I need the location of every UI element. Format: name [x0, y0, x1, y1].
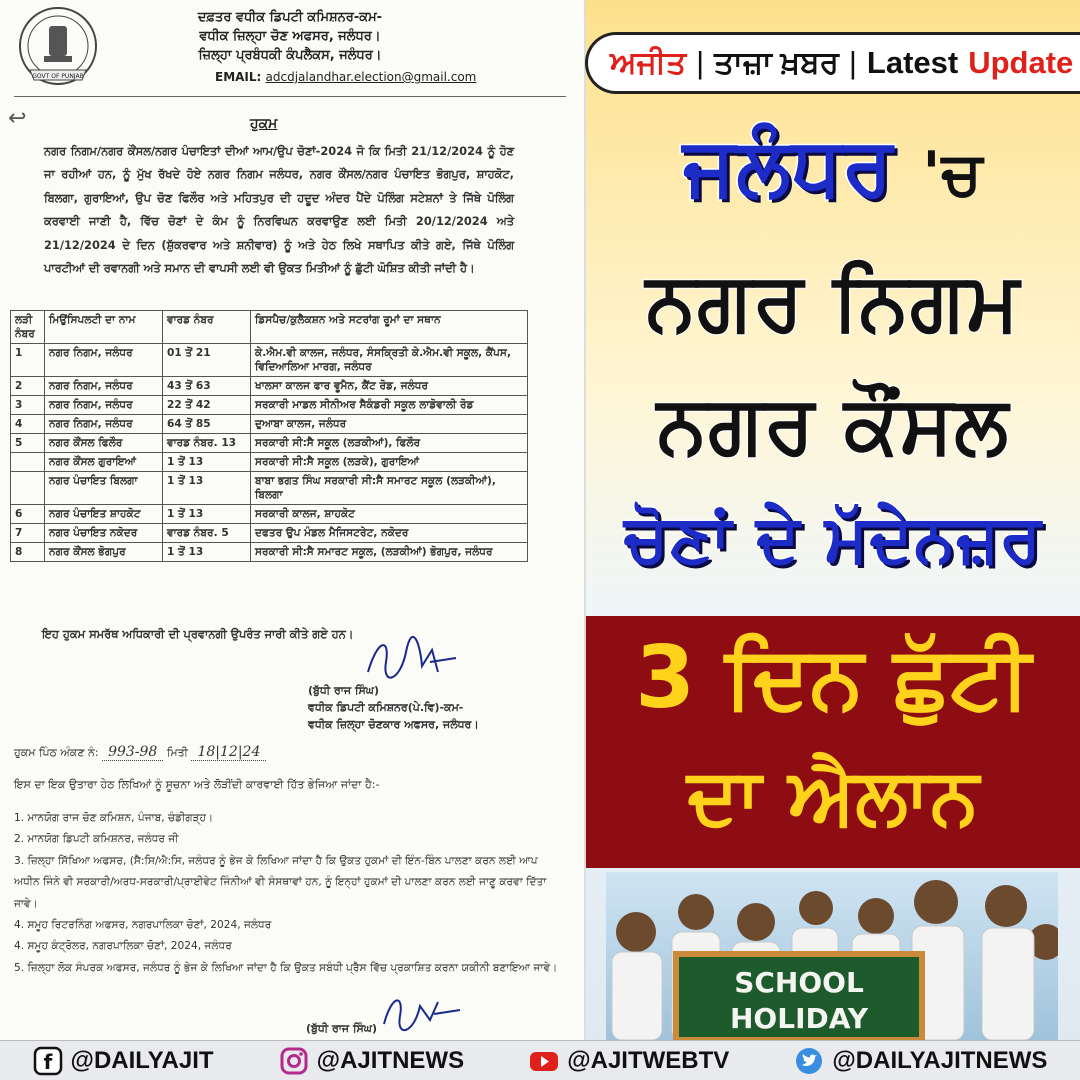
list-item: 3. ਜ਼ਿਲ੍ਹਾ ਸਿੱਖਿਆ ਅਫਸਰ, (ਸੈ:ਸਿ/ਐ:ਸਿ, ਜਲੰਧਰ ਨੂੰ ਭੇਜ ਕੇ ਲਿਖਿਆ ਜਾਂਦਾ ਹੈ ਕਿ ਉਕਤ ਹੁਕਮਾਂ ਦੀ ਇੰਨ-ਬਿੰਨ ਪਾਲਣਾ ਕਰਨ ਲਈ ਆਪ ਅਧੀਨ ਜਿੰਨੇ ਵੀ ਸਰਕਾਰੀ/ਅਰਧ-ਸਰਕਾਰੀ/ਪ੍ਰਾਈਵੇਟ ਜਿੰਨੀਆਂ ਵੀ ਸੰਸਥਾਵਾਂ ਹਨ, ਨੂੰ ਇਨ੍ਹਾਂ ਹੁਕਮਾਂ ਦੀ ਪਾਲਣਾ ਕਰਨ ਲਈ ਜਾਣੂ ਕਰਵਾ ਦਿੱਤਾ ਜਾਵੇ।: [14, 854, 547, 910]
ref-number: 993-98: [102, 744, 163, 761]
endorsement-reference: [14, 744, 266, 760]
email-label: EMAIL:: [215, 70, 262, 84]
headline-city-name: ਜਲੰਧਰ: [683, 120, 894, 213]
cell-location: ਖਾਲਸਾ ਕਾਲਜ ਫਾਰ ਵੂਮੈਨ, ਕੈਂਟ ਰੋਡ, ਜਲੰਧਰ: [251, 377, 528, 396]
social-footer: [0, 1040, 1080, 1080]
twitter-icon: [794, 1046, 824, 1076]
emblem-caption: GOVT OF PUNJAB: [32, 73, 84, 80]
cell-serial: 8: [11, 543, 45, 562]
cell-serial: [11, 453, 45, 472]
office-line: ਦਫ਼ਤਰ ਵਧੀਕ ਡਿਪਟੀ ਕਮਿਸ਼ਨਰ-ਕਮ-: [197, 10, 383, 25]
headline-city-suffix: 'ਚ: [922, 139, 983, 209]
signatory-designation: ਵਧੀਕ ਜ਼ਿਲ੍ਹਾ ਚੋਣਕਾਰ ਅਫਸਰ, ਜਲੰਧਰ।: [308, 718, 479, 731]
announcement-line-2: ਦਾ ਐਲਾਨ: [687, 752, 979, 842]
cell-serial: 1: [11, 344, 45, 377]
separator: |: [848, 45, 857, 80]
ref-date-label: ਮਿਤੀ: [166, 746, 188, 759]
cell-ward: 64 ਤੋਂ 85: [163, 415, 251, 434]
list-item: 2. ਮਾਨਯੋਗ ਡਿਪਟੀ ਕਮਿਸ਼ਨਰ, ਜਲੰਧਰ ਜੀ: [14, 833, 179, 846]
cell-serial: [11, 472, 45, 505]
list-item: 1. ਮਾਨਯੋਗ ਰਾਜ ਚੋਣ ਕਮਿਸ਼ਨ, ਪੰਜਾਬ, ਚੰਡੀਗੜ੍ਹ।: [14, 812, 214, 824]
board-line-2: HOLIDAY: [729, 1002, 869, 1035]
cell-serial: 3: [11, 396, 45, 415]
table-row: [11, 396, 528, 415]
cell-ward: 22 ਤੋਂ 42: [163, 396, 251, 415]
table-row: [11, 344, 528, 377]
instagram-link[interactable]: [279, 1046, 464, 1076]
separator: |: [696, 45, 705, 80]
cell-ward: 1 ਤੋਂ 13: [163, 543, 251, 562]
cell-municipality: ਨਗਰ ਨਿਗਮ, ਜਲੰਧਰ: [45, 415, 163, 434]
cell-location: ਸਰਕਾਰੀ ਸੀ:ਸੈ ਸਕੂਲ (ਲੜਕੀਆਂ), ਫਿਲੌਰ: [251, 434, 528, 453]
col-ward: ਵਾਰਡ ਨੰਬਰ: [163, 311, 251, 344]
brand-tag: ਤਾਜ਼ਾ ਖ਼ਬਰ: [714, 44, 839, 80]
headline-city: [586, 120, 1080, 214]
table-row: [11, 524, 528, 543]
strong-room-table: [10, 310, 528, 562]
list-item: 4. ਸਮੂਹ ਰਿਟਰਨਿੰਗ ਅਫਸਰ, ਨਗਰਪਾਲਿਕਾ ਚੋਣਾਂ, 2024, ਜਲੰਧਰ: [14, 919, 272, 932]
office-line: ਵਧੀਕ ਜ਼ਿਲ੍ਹਾ ਚੋਣ ਅਫਸਰ, ਜਲੰਧਰ।: [199, 29, 381, 44]
cell-location: ਸਰਕਾਰੀ ਸੀ:ਸੈ ਸਕੂਲ (ਲੜਕੇ), ਗੁਰਾਇਆਂ: [251, 453, 528, 472]
list-item: 5. ਜ਼ਿਲ੍ਹਾ ਲੋਕ ਸੰਪਰਕ ਅਫਸਰ, ਜਲੰਧਰ ਨੂੰ ਭੇਜ ਕੇ ਲਿਖਿਆ ਜਾਂਦਾ ਹੈ ਕਿ ਉਕਤ ਸਬੰਧੀ ਪ੍ਰੈਸ ਵਿੱਚ ਪ੍ਰਕਾਸ਼ਿਤ ਕਰਨਾ ਯਕੀਨੀ ਬਣਾਇਆ ਜਾਵੇ।: [14, 961, 558, 974]
ref-date: 18|12|24: [191, 744, 266, 761]
header-divider: [14, 96, 566, 97]
cell-ward: ਵਾਰਡ ਨੰਬਰ. 13: [163, 434, 251, 453]
cell-municipality: ਨਗਰ ਪੰਚਾਇਤ ਨਕੋਦਰ: [45, 524, 163, 543]
list-item: 4. ਸਮੂਹ ਕੰਟ੍ਰੋਲਰ, ਨਗਰਪਾਲਿਕਾ ਚੋਣਾਂ, 2024, ਜਲੰਧਰ: [14, 940, 232, 953]
cell-ward: 1 ਤੋਂ 13: [163, 453, 251, 472]
office-email: [215, 70, 476, 84]
youtube-link[interactable]: [529, 1046, 729, 1076]
table-row: [11, 472, 528, 505]
table-row: [11, 453, 528, 472]
instagram-icon: [279, 1046, 309, 1076]
cell-ward: ਵਾਰਡ ਨੰਬਰ. 5: [163, 524, 251, 543]
cell-serial: 2: [11, 377, 45, 396]
table-row: [11, 415, 528, 434]
youtube-icon: [529, 1046, 559, 1076]
youtube-handle: @AJITWEBTV: [567, 1046, 730, 1074]
cell-location: ਬਾਬਾ ਭਗਤ ਸਿੰਘ ਸਰਕਾਰੀ ਸੀ:ਸੈ ਸਮਾਰਟ ਸਕੂਲ (ਲੜਕੀਆਂ), ਬਿਲਗਾ: [251, 472, 528, 505]
email-address: adcdjalandhar.election@gmail.com: [265, 70, 477, 84]
col-location: ਡਿਸਪੈਚ/ਕੁਲੈਕਸ਼ਨ ਅਤੇ ਸਟਰਾਂਗ ਰੂਮਾਂ ਦਾ ਸਥਾਨ: [251, 311, 528, 344]
cell-serial: 7: [11, 524, 45, 543]
order-closing-line: ਇਹ ਹੁਕਮ ਸਮਰੱਥ ਅਧਿਕਾਰੀ ਦੀ ਪ੍ਰਵਾਨਗੀ ਉਪਰੰਤ ਜਾਰੀ ਕੀਤੇ ਗਏ ਹਨ।: [42, 627, 354, 641]
facebook-icon: [33, 1046, 63, 1076]
copy-intro: ਇਸ ਦਾ ਇਕ ਉਤਾਰਾ ਹੇਠ ਲਿਖਿਆਂ ਨੂੰ ਸੂਚਨਾ ਅਤੇ ਲੋੜੀਂਦੀ ਕਾਰਵਾਈ ਹਿੱਤ ਭੇਜਿਆ ਜਾਂਦਾ ਹੈ:-: [14, 778, 380, 791]
cell-municipality: ਨਗਰ ਪੰਚਾਇਤ ਸ਼ਾਹਕੋਟ: [45, 505, 163, 524]
signature-icon: [378, 990, 468, 1040]
cell-municipality: ਨਗਰ ਨਿਗਮ, ਜਲੰਧਰ: [45, 344, 163, 377]
table-header-row: [11, 311, 528, 344]
cell-ward: 1 ਤੋਂ 13: [163, 505, 251, 524]
cell-location: ਦਫਤਰ ਉਪ ਮੰਡਲ ਮੈਜਿਸਟਰੇਟ, ਨਕੋਦਰ: [251, 524, 528, 543]
cell-municipality: ਨਗਰ ਕੌਂਸਲ ਭੋਗਪੁਰ: [45, 543, 163, 562]
table-row: [11, 377, 528, 396]
instagram-handle: @AJITNEWS: [316, 1046, 465, 1074]
cell-location: ਸਰਕਾਰੀ ਸੀ:ਸੈ ਸਮਾਰਟ ਸਕੂਲ, (ਲੜਕੀਆਂ) ਭੋਗਪੁਰ, ਜਲੰਧਰ: [251, 543, 528, 562]
cell-municipality: ਨਗਰ ਕੌਂਸਲ ਫਿਲੌਰ: [45, 434, 163, 453]
latest-label: Latest: [866, 45, 959, 80]
twitter-link[interactable]: [794, 1046, 1047, 1076]
cell-municipality: ਨਗਰ ਨਿਗਮ, ਜਲੰਧਰ: [45, 396, 163, 415]
twitter-handle: @DAILYAJITNEWS: [832, 1046, 1048, 1074]
table-body: [11, 344, 528, 562]
table-row: [11, 543, 528, 562]
brand-bar: [585, 32, 1080, 94]
cell-serial: 4: [11, 415, 45, 434]
office-line: ਜ਼ਿਲ੍ਹਾ ਪ੍ਰਬੰਧਕੀ ਕੰਪਲੈਕਸ, ਜਲੰਧਰ।: [198, 48, 382, 63]
col-serial: ਲੜੀ ਨੰਬਰ: [11, 311, 45, 344]
update-label: Update: [968, 45, 1074, 80]
table-row: [11, 505, 528, 524]
cell-location: ਸਰਕਾਰੀ ਮਾਡਲ ਸੀਨੀਅਰ ਸੈਕੰਡਰੀ ਸਕੂਲ ਲਾਡੋਵਾਲੀ ਰੋਡ: [251, 396, 528, 415]
cell-serial: 6: [11, 505, 45, 524]
ref-label: ਹੁਕਮ ਪਿੰਠ ਅੰਕਣ ਨੰ:: [14, 746, 99, 759]
facebook-handle: @DAILYAJIT: [70, 1046, 214, 1074]
return-arrow-icon: ↩: [8, 106, 27, 131]
headline-line-3: ਨਗਰ ਕੌਂਸਲ: [656, 378, 1010, 471]
cell-municipality: ਨਗਰ ਪੰਚਾਇਤ ਬਿਲਗਾ: [45, 472, 163, 505]
school-holiday-photo: [606, 872, 1058, 1040]
cell-location: ਕੇ.ਐਮ.ਵੀ ਕਾਲਜ, ਜਲੰਧਰ, ਸੰਸਕ੍ਰਿਤੀ ਕੇ.ਐਮ.ਵੀ ਸਕੂਲ, ਕੈਂਪਸ, ਵਿਦਿਆਲਿਆ ਮਾਰਗ, ਜਲੰਧਰ: [251, 344, 528, 377]
cell-location: ਸਰਕਾਰੀ ਕਾਲਜ, ਸ਼ਾਹਕੋਟ: [251, 505, 528, 524]
punjab-govt-emblem-icon: [16, 4, 100, 94]
announcement-line-1: 3 ਦਿਨ ਛੁੱਟੀ: [635, 628, 1031, 728]
cell-location: ਦੁਆਬਾ ਕਾਲਜ, ਜਲੰਧਰ: [251, 415, 528, 434]
cell-ward: 01 ਤੋਂ 21: [163, 344, 251, 377]
signatory-name: (ਬੁੱਧੀ ਰਾਜ ਸਿੰਘ): [306, 1022, 378, 1035]
svg-text:f: f: [43, 1049, 52, 1074]
headline-line-2: ਨਗਰ ਨਿਗਮ: [645, 255, 1021, 348]
cell-serial: 5: [11, 434, 45, 453]
office-header: [110, 8, 470, 65]
copy-recipient-list: [14, 808, 564, 979]
cell-municipality: ਨਗਰ ਕੌਂਸਲ ਗੁਰਾਇਆਂ: [45, 453, 163, 472]
table-row: [11, 434, 528, 453]
order-title: ਹੁਕਮ: [250, 116, 278, 132]
facebook-link[interactable]: [33, 1046, 214, 1076]
order-intro-paragraph: ਨਗਰ ਨਿਗਮ/ਨਗਰ ਕੌਂਸਲ/ਨਗਰ ਪੰਚਾਇਤਾਂ ਦੀਆਂ ਆਮ/ਉਪ ਚੋਣਾਂ-2024 ਜੋ ਕਿ ਮਿਤੀ 21/12/2024 ਨੂੰ ਹੋਣ ਜਾ ਰਹੀਆਂ ਹਨ, ਨੂੰ ਮੁੱਖ ਰੱਖਦੇ ਹੋਏ ਨਗਰ ਨਿਗਮ ਜਲੰਧਰ, ਨਗਰ ਕੌਂਸਲ/ਨਗਰ ਪੰਚਾਇਤ ਭੋਗਪੁਰ, ਸ਼ਾਹਕੋਟ, ਬਿਲਗਾ, ਗੁਰਾਇਆਂ, ਉਪ ਚੋਣ ਫਿਲੌਰ ਅਤੇ ਮਹਿਤਪੁਰ ਦੀ ਹਦੂਦ ਅੰਦਰ ਪੈਂਦੇ ਪੋਲਿੰਗ ਸਟੇਸ਼ਨਾਂ ਤੇ ਜਿੱਥੇ ਪੋਲਿੰਗ ਕਰਵਾਈ ਜਾਣੀ ਹੈ, ਵਿੱਚ ਚੋਣਾਂ ਦੇ ਕੰਮ ਨੂੰ ਨਿਰਵਿਘਨ ਕਰਵਾਉਣ ਲਈ ਮਿਤੀ 20/12/2024 ਅਤੇ 21/12/2024 ਦੇ ਦਿਨ (ਸ਼ੁੱਕਰਵਾਰ ਅਤੇ ਸ਼ਨੀਵਾਰ) ਨੂੰ ਅਤੇ ਹੇਠ ਲਿਖੇ ਸਥਾਪਿਤ ਕੀਤੇ ਗਏ, ਜਿੱਥੇ ਪੋਲਿੰਗ ਪਾਰਟੀਆਂ ਦੀ ਰਵਾਨਗੀ ਅਤੇ ਸਮਾਨ ਦੀ ਵਾਪਸੀ ਲਈ ਵੀ ਉਕਤ ਮਿਤੀਆਂ ਨੂੰ ਛੁੱਟੀ ਘੋਸ਼ਿਤ ਕੀਤੀ ਜਾਂਦੀ ਹੈ।: [44, 144, 514, 276]
cell-municipality: ਨਗਰ ਨਿਗਮ, ਜਲੰਧਰ: [45, 377, 163, 396]
cell-ward: 43 ਤੋਂ 63: [163, 377, 251, 396]
signatory-block: [308, 682, 479, 733]
cell-ward: 1 ਤੋਂ 13: [163, 472, 251, 505]
signatory-designation: ਵਧੀਕ ਡਿਪਟੀ ਕਮਿਸ਼ਨਰ(ਪੇ.ਵਿ)-ਕਮ-: [308, 701, 464, 714]
col-municipality: ਮਿਉਂਸਿਪਲਟੀ ਦਾ ਨਾਮ: [45, 311, 163, 344]
headline-line-4: ਚੋਣਾਂ ਦੇ ਮੱਦੇਨਜ਼ਰ: [623, 500, 1043, 577]
brand-name: ਅਜੀਤ: [610, 44, 687, 80]
signatory-name: (ਬੁੱਧੀ ਰਾਜ ਸਿੰਘ): [308, 684, 380, 697]
board-line-1: SCHOOL: [734, 966, 864, 999]
